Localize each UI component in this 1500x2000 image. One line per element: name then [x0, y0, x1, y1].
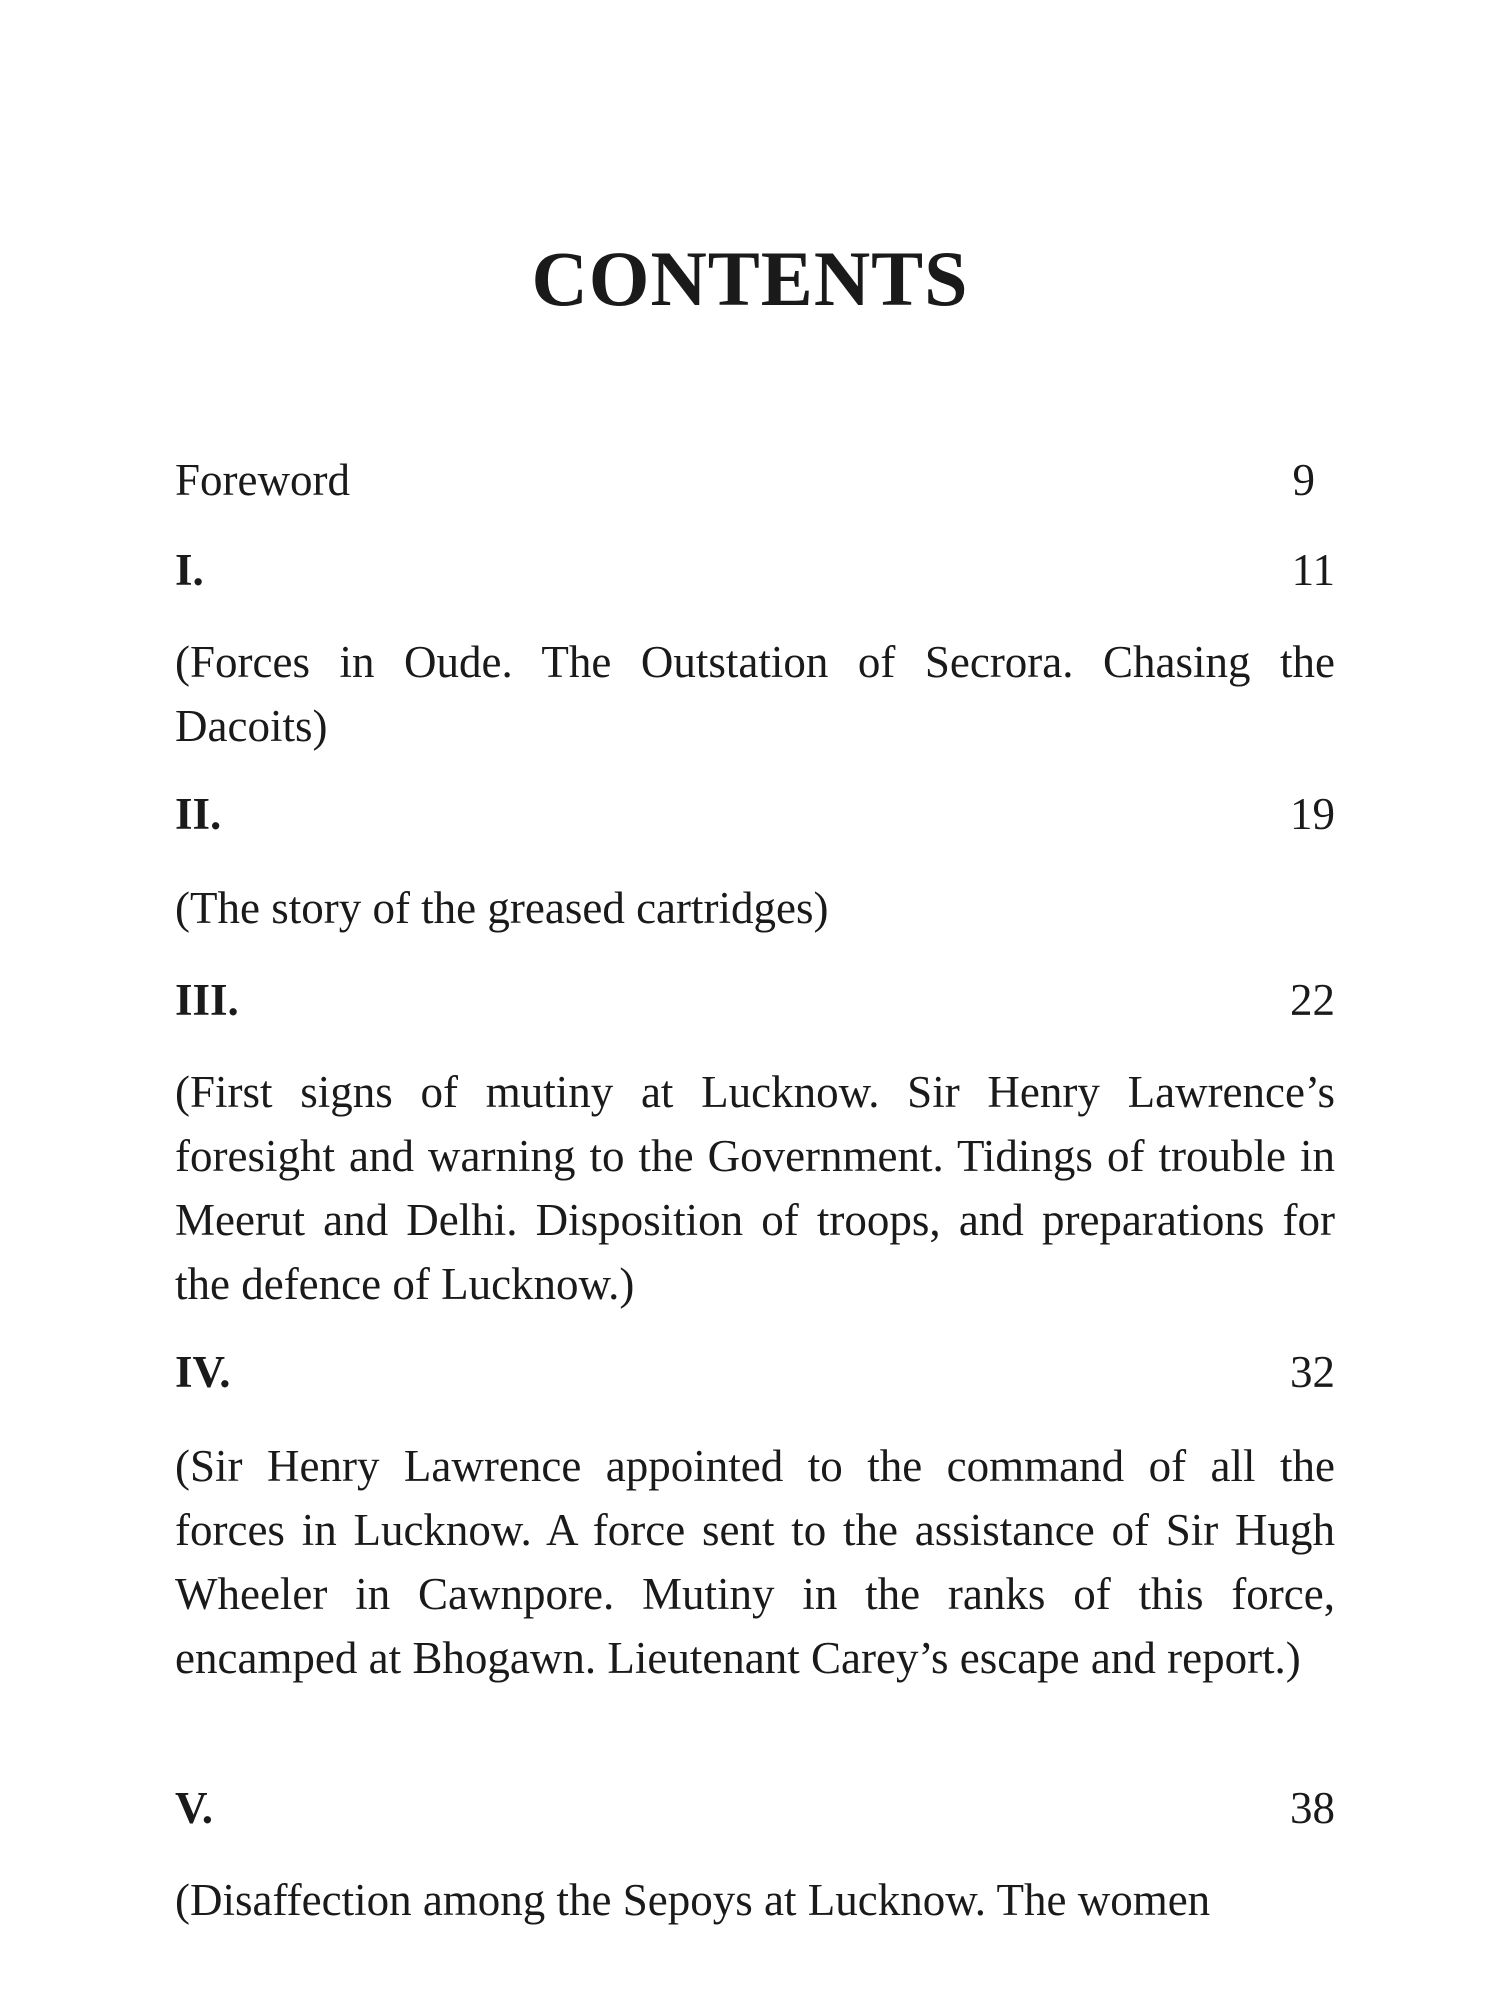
toc-entry-page: 19 [1290, 789, 1335, 839]
toc-entry-label: III. [175, 975, 239, 1025]
toc-entry-page: 38 [1290, 1783, 1335, 1833]
toc-entry-label: II. [175, 789, 222, 839]
toc-entry-description: (Sir Henry Lawrence appointed to the command of all the forces in Lucknow. A force sent to the assistance of Sir Hugh Wheeler in Cawnpore. Mutiny in the ranks of this force, encamped at Bhogawn. Lieutenant Carey’s escape and report.) [175, 1441, 1335, 1683]
toc-entry-label: Foreword [175, 455, 350, 505]
toc-entry-chapter-5[interactable] [175, 1783, 1335, 1833]
toc-entry-page: 11 [1291, 545, 1335, 595]
toc-entry-description: (First signs of mutiny at Lucknow. Sir Henry Lawrence’s foresight and warning to the Government. Tidings of trouble in Meerut and Delhi. Disposition of troops, and preparations for the defence of Lucknow.) [175, 1067, 1335, 1309]
toc-entry-label: I. [175, 545, 204, 595]
toc-entry-label: V. [175, 1783, 213, 1833]
toc-entry-description: (The story of the greased cartridges) [175, 883, 829, 933]
page-title: CONTENTS [531, 235, 969, 322]
toc-entry-label: IV. [175, 1347, 231, 1397]
toc-entry-chapter-4[interactable] [175, 1347, 1335, 1397]
toc-entry-page: 32 [1290, 1347, 1335, 1397]
toc-entry-foreword[interactable] [175, 455, 1335, 505]
toc-entry-chapter-3[interactable] [175, 975, 1335, 1025]
toc-entry-description: (Forces in Oude. The Outstation of Secrora. Chasing the Dacoits) [175, 637, 1335, 751]
toc-entry-description: (Disaffection among the Sepoys at Lucknow. The women [175, 1875, 1211, 1925]
toc-entry-page: 22 [1290, 975, 1335, 1025]
toc-entry-chapter-1[interactable] [175, 545, 1335, 595]
toc-entry-page: 9 [1292, 455, 1315, 505]
toc-entry-chapter-2[interactable] [175, 789, 1335, 839]
